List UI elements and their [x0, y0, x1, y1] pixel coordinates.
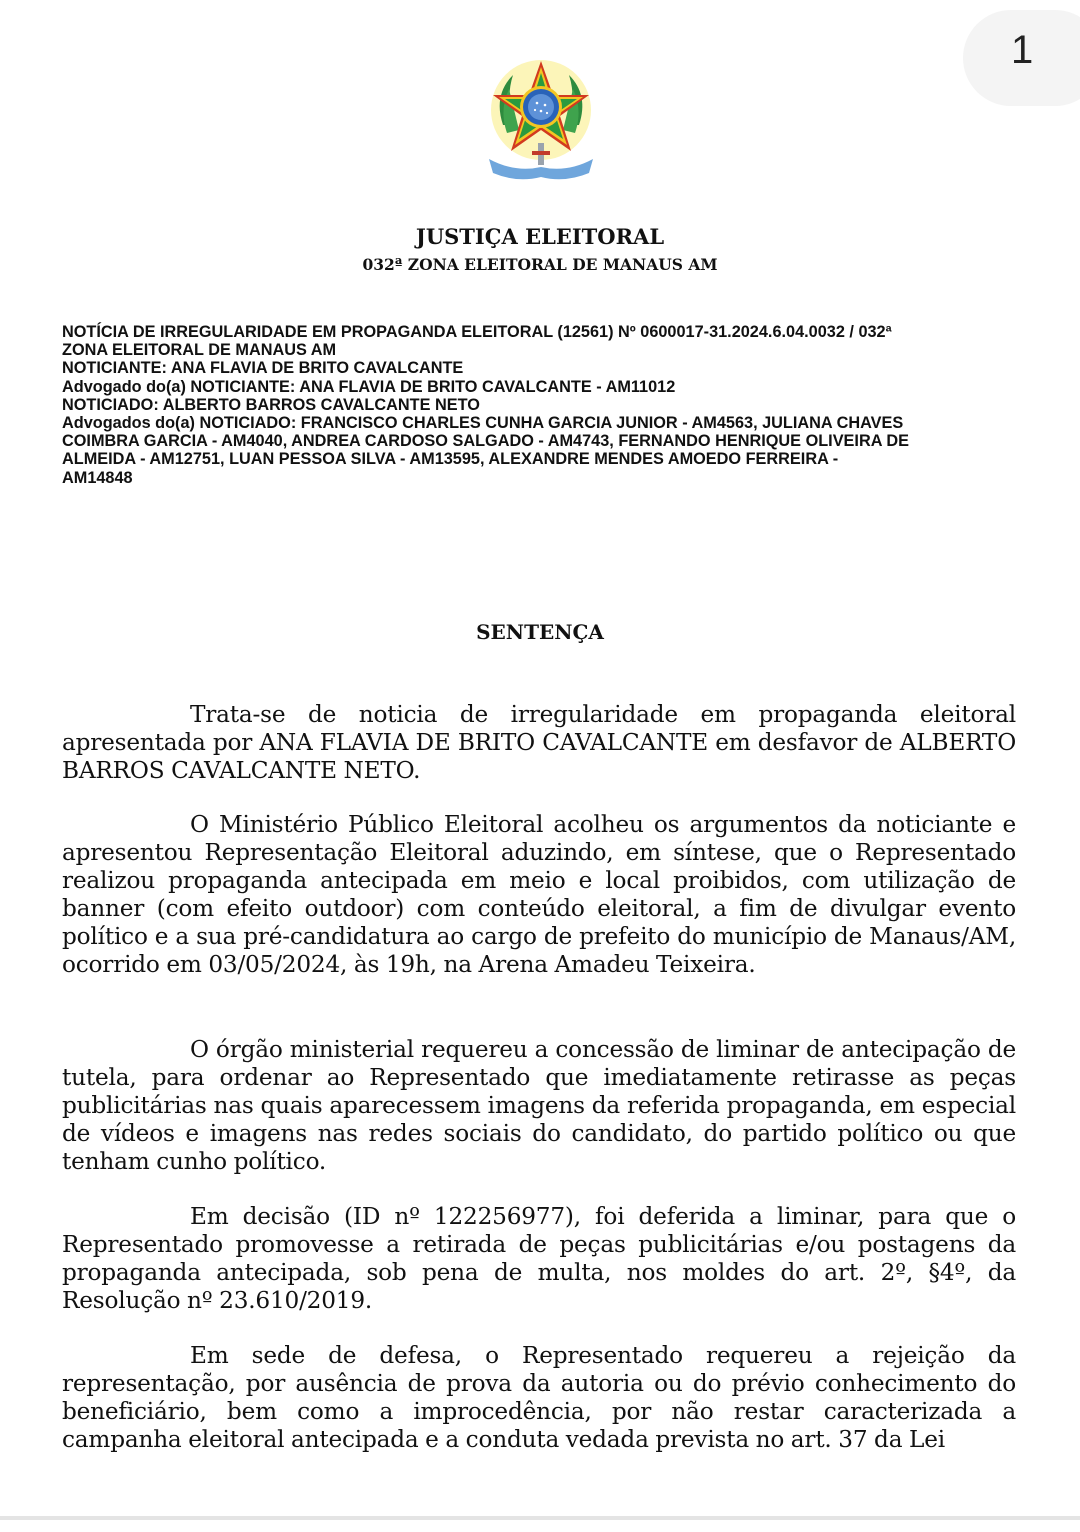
noticiado-line: NOTICIADO: ALBERTO BARROS CAVALCANTE NETO	[62, 395, 480, 414]
page-divider	[0, 1516, 1080, 1520]
paragraph: Trata-se de noticia de irregularidade em propaganda eleitoral apresentada por ANA FLAVIA DE BRITO CAVALCANTE em desfavor de ALBERTO BARROS CAVALCANTE NETO.	[62, 701, 1016, 784]
noticiado-lawyers-line: ALMEIDA - AM12751, LUAN PESSOA SILVA - AM13595, ALEXANDRE MENDES AMOEDO FERREIRA -	[62, 450, 839, 469]
noticiado-lawyers-line: AM14848	[62, 468, 133, 487]
noticiado-lawyers-line: Advogados do(a) NOTICIADO: FRANCISCO CHARLES CUNHA GARCIA JUNIOR - AM4563, JULIANA CHAVES	[62, 414, 904, 433]
case-info	[62, 323, 1022, 487]
page-number: 1	[1011, 28, 1034, 72]
noticiado-lawyers-line: COIMBRA GARCIA - AM4040, ANDREA CARDOSO SALGADO - AM4743, FERNANDO HENRIQUE OLIVEIRA DE	[62, 432, 909, 451]
paragraph: O Ministério Público Eleitoral acolheu os argumentos da noticiante e apresentou Representação Eleitoral aduzindo, em síntese, que o Representado realizou propaganda antecipada em meio e local proibidos, com utilização de banner (com efeito outdoor) com conteúdo eleitoral, a fim de divulgar evento político e a sua pré-candidatura ao cargo de prefeito do município de Manaus/AM, ocorrido em 03/05/2024, às 19h, na Arena Amadeu Teixeira.	[62, 811, 1016, 978]
page-number-badge	[963, 10, 1080, 106]
case-header-line: NOTÍCIA DE IRREGULARIDADE EM PROPAGANDA ELEITORAL (12561) Nº 0600017-31.2024.6.04.0032 / 032ª	[62, 323, 892, 341]
paragraph: Em decisão (ID nº 122256977), foi deferida a liminar, para que o Representado promovesse a retirada de peças publicitárias e/ou postagens da propaganda antecipada, sob pena de multa, nos moldes do art. 2º, §4º, da Resolução nº 23.610/2019.	[62, 1203, 1016, 1314]
noticiante-line: NOTICIANTE: ANA FLAVIA DE BRITO CAVALCANTE	[62, 359, 464, 378]
noticiante-lawyer-line: Advogado do(a) NOTICIANTE: ANA FLAVIA DE BRITO CAVALCANTE - AM11012	[62, 377, 676, 396]
org-title: JUSTIÇA ELEITORAL	[415, 224, 665, 249]
paragraph: Em sede de defesa, o Representado requereu a rejeição da representação, por ausência de prova da autoria ou do prévio conhecimento do beneficiário, bem como a improcedência, por não restar caracterizada a campanha eleitoral antecipada e a conduta vedada prevista no art. 37 da Lei	[62, 1342, 1016, 1453]
document-title: SENTENÇA	[476, 620, 604, 644]
org-subtitle: 032ª ZONA ELEITORAL DE MANAUS AM	[362, 255, 718, 274]
paragraph: O órgão ministerial requereu a concessão de liminar de antecipação de tutela, para ordenar ao Representado que imediatamente retirasse as peças publicitárias nas quais aparecessem imagens da referida propaganda, em especial de vídeos e imagens nas redes sociais do candidato, do partido político ou que tenham cunho político.	[62, 1036, 1016, 1175]
case-header-line: ZONA ELEITORAL DE MANAUS AM	[62, 341, 337, 360]
coat-of-arms-icon	[485, 55, 597, 180]
